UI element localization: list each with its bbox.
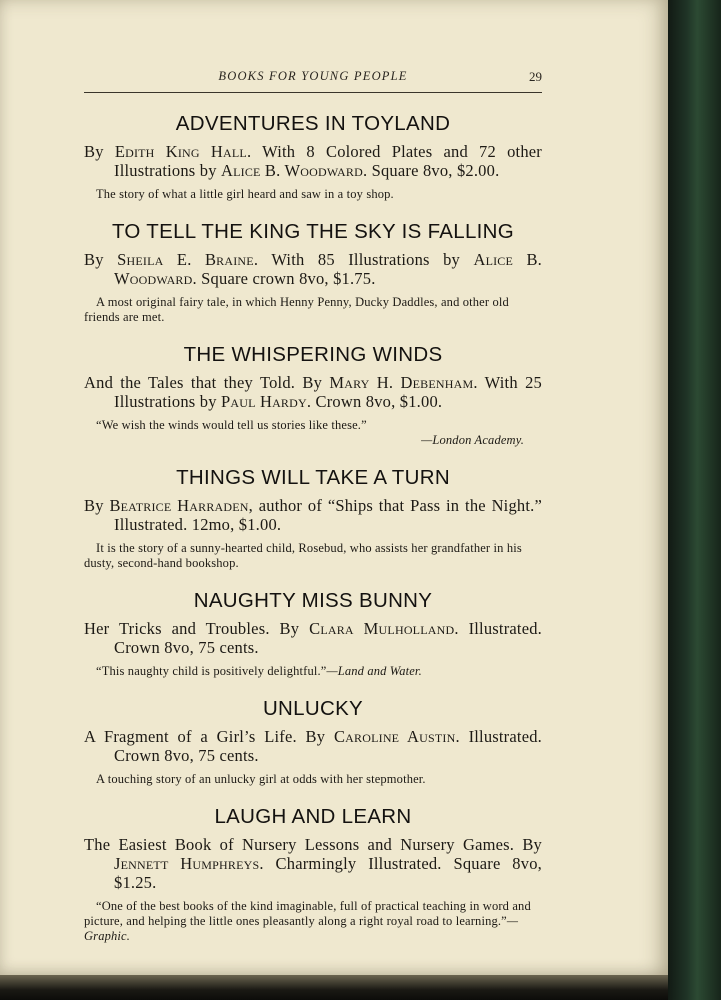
book-note: A touching story of an unlucky girl at odds with her stepmother.: [96, 772, 426, 786]
author-name: Jennett Humphreys: [114, 854, 260, 873]
book-list: [84, 112, 542, 962]
book-note: It is the story of a sunny-hearted child, Rosebud, who assists her grandfather in his dusty, second-hand bookshop.: [84, 541, 522, 570]
book-binding: [668, 0, 721, 1000]
quote-source: —London Academy.: [421, 433, 524, 447]
author-name: Caroline Austin: [333, 727, 456, 746]
details-text: Her Tricks and Troubles. By: [84, 619, 310, 638]
header-rule: [84, 92, 542, 93]
details-text: By: [84, 496, 110, 515]
illustrator-name: Paul Hardy: [220, 392, 307, 411]
book-details: [84, 373, 542, 411]
page-number: 29: [529, 69, 542, 84]
book-title: UNLUCKY: [262, 697, 364, 720]
book-title: THINGS WILL TAKE A TURN: [176, 466, 450, 489]
details-text: By: [84, 142, 115, 161]
book-entry: [84, 805, 542, 944]
author-name: Clara Mulholland: [309, 619, 455, 638]
quote-source: —Graphic.: [84, 914, 519, 943]
book-note: [84, 899, 542, 944]
details-text: . Crown 8vo, $1.00.: [306, 392, 443, 411]
details-text: . Illustrated. Crown 8vo, 75 cents.: [114, 619, 542, 657]
book-title: TO TELL THE KING THE SKY IS FALLING: [111, 220, 515, 243]
book-details: [84, 496, 542, 534]
quote-source: —Land and Water.: [326, 664, 422, 678]
book-note: [84, 418, 542, 448]
book-details: [84, 727, 542, 765]
author-name: Beatrice Harraden: [109, 496, 249, 515]
details-text: A Fragment of a Girl’s Life. By: [84, 727, 334, 746]
book-details: [84, 619, 542, 657]
page-bottom-shadow: [0, 975, 668, 1000]
book-title: ADVENTURES IN TOYLAND: [175, 112, 451, 135]
book-note: The story of what a little girl heard and saw in a toy shop.: [96, 187, 394, 201]
book-details: [84, 835, 542, 892]
details-text: . Square crown 8vo, $1.75.: [192, 269, 376, 288]
book-entry: [84, 589, 542, 679]
details-text: The Easiest Book of Nursery Lessons and Nursery Games. By: [84, 835, 542, 854]
running-title: BOOKS FOR YOUNG PEOPLE: [218, 69, 408, 83]
details-text: . Illustrated. Crown 8vo, 75 cents.: [114, 727, 542, 765]
book-note: A most original fairy tale, in which Henny Penny, Ducky Daddles, and other old friends are met.: [84, 295, 509, 324]
book-entry: [84, 466, 542, 571]
details-text: , author of “Ships that Pass in the Night.” Illustrated. 12mo, $1.00.: [114, 496, 542, 534]
book-entry: [84, 220, 542, 325]
author-name: Mary H. Debenham: [329, 373, 474, 392]
book-details: [84, 142, 542, 180]
book-title: THE WHISPERING WINDS: [183, 343, 443, 366]
book-entry: [84, 112, 542, 202]
book-note: [84, 664, 542, 679]
author-name: Sheila E. Braine: [117, 250, 254, 269]
details-text: . With 85 Illustrations by: [253, 250, 474, 269]
running-head: [84, 69, 542, 89]
details-text: . With 25 Illustrations by: [114, 373, 542, 411]
book-entry: [84, 697, 542, 787]
details-text: . Charmingly Illustrated. Square 8vo, $1.25.: [114, 854, 542, 892]
book-title: NAUGHTY MISS BUNNY: [193, 589, 433, 612]
illustrator-name: Alice B. Woodward: [114, 250, 543, 288]
book-entry: [84, 343, 542, 448]
book-details: [84, 250, 542, 288]
quote-text: “This naughty child is positively delightful.”: [96, 664, 327, 678]
author-name: Edith King Hall: [114, 142, 247, 161]
illustrator-name: Alice B. Woodward: [220, 161, 363, 180]
details-text: By: [84, 250, 118, 269]
book-title: LAUGH AND LEARN: [214, 805, 412, 828]
quote-text: “One of the best books of the kind imaginable, full of practical teaching in word and picture, and helping the little ones pleasantly along a right royal road to learning.”: [84, 899, 531, 928]
quote-text: “We wish the winds would tell us stories like these.”: [96, 418, 367, 432]
details-text: . Square 8vo, $2.00.: [362, 161, 500, 180]
details-text: And the Tales that they Told. By: [84, 373, 330, 392]
details-text: . With 8 Colored Plates and 72 other Illustrations by: [114, 142, 542, 180]
